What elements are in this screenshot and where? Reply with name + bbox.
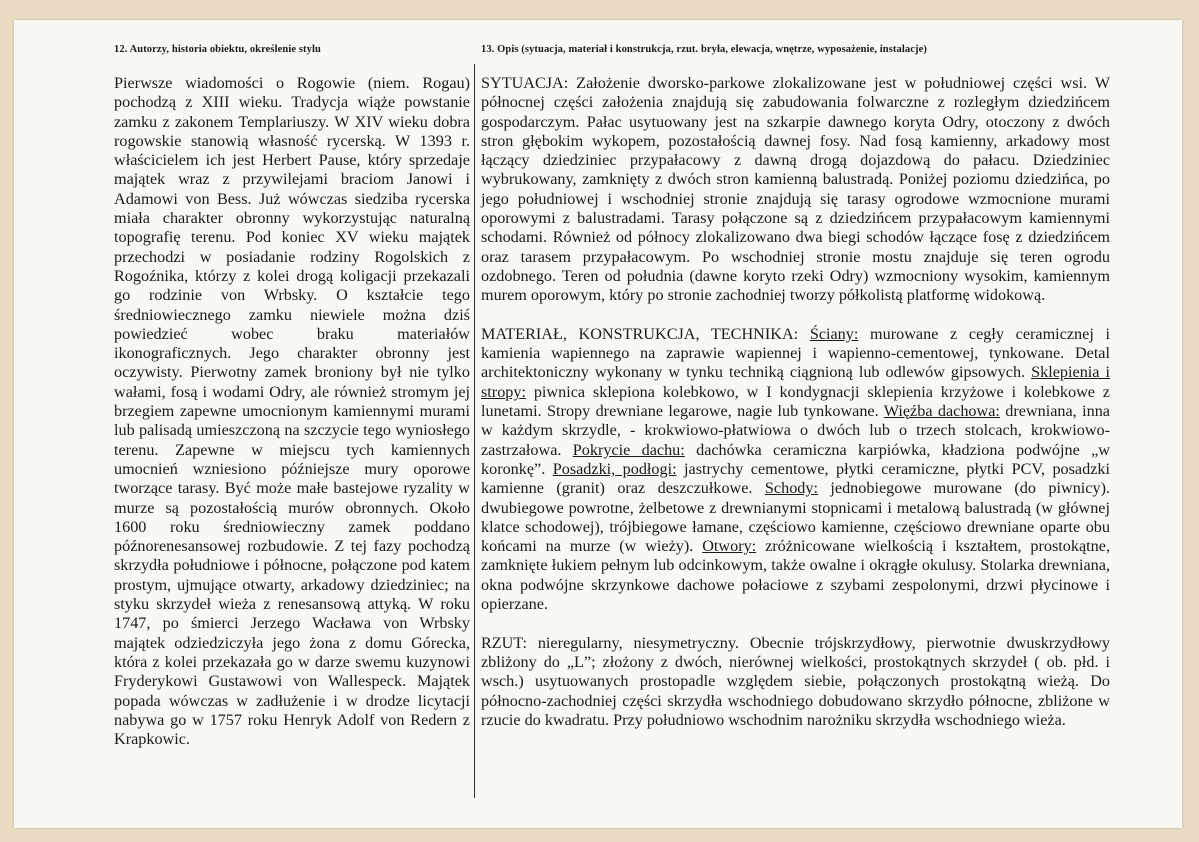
sciany-text: murowane z cegły ceramicznej i kamienia wapiennego na zaprawie wapiennej i wapienno-cementowej, tynkowane. Detal architektoniczny wykonany w tynku techniką ciągnioną lub odlewów gipsowych.	[481, 324, 1110, 382]
sytuacja-paragraph: SYTUACJA: Założenie dworsko-parkowe zlokalizowane jest w południowej części wsi. W północnej części założenia znajdują się zabudowania folwarczne z rozległym dziedzińcem gospodarczym. Pałac usytuowany jest na szkarpie dawnego koryta Odry, otoczony z dwóch stron głębokim wykopem, pozostałością dawnej fosy. Nad fosą kamienny, arkadowy most łączący dziedziniec przypałacowy z dawną drogą dojazdową do pałacu. Dziedziniec wybrukowany, zamknięty z dwóch stron kamienną balustradą. Poniżej poziomu dziedzińca, po jego południowej i wschodniej stronie znajdują się tarasy ogrodowe wzmocnione murami oporowymi z balustradami. Tarasy połączone są z dziedzińcem przypałacowym kamiennymi schodami. Również od północy zlokalizowano dwa biegi schodów łączące fosę z dziedzińcem oraz tarasem przypałacowym. Po wschodniej stronie mostu znajduje się teren ogrodu ozdobnego. Teren od południa (dawne koryto rzeki Odry) wzmocniony wysokim, kamiennym murem oporowym, który po stronie zachodniej tworzy półkolistą platformę widokową.	[481, 74, 1110, 305]
sciany-label: Ściany:	[809, 324, 859, 343]
material-intro: MATERIAŁ, KONSTRUKCJA, TECHNIKA:	[481, 324, 810, 343]
sklepienia-text: piwnica sklepiona kolebkowo, w I kondygnacji sklepienia krzyżowe i kolebkowe z lunetami. Stropy drewniane legarowe, nagie lub tynkowane.	[481, 382, 1110, 421]
description-column	[481, 74, 1110, 730]
rzut-paragraph: RZUT: nieregularny, niesymetryczny. Obecnie trójskrzydłowy, pierwotnie dwuskrzydłowy zbliżony do „L”; złożony z dwóch, nierównej wielkości, prostokątnych skrzydeł ( ob. płd. i wsch.) usytuowanych prostopadle względem siebie, połączonych prostokątną wieżą. Do północno-zachodniej części skrzydła wschodniego dobudowano skrzydło północne, zbliżone w rzucie do kwadratu. Przy południowo wschodnim narożniku skrzydła wschodniego wieża.	[481, 633, 1110, 729]
material-paragraph	[481, 325, 1110, 614]
history-text: Pierwsze wiadomości o Rogowie (niem. Rogau) pochodzą z XIII wieku. Tradycja wiąże powstanie zamku z zakonem Templariuszy. W XIV wieku dobra rogowskie stanowią własność rycerską. W 1393 r. właścicielem ich jest Herbert Pause, który sprzedaje majątek wraz z przywilejami braciom Janowi i Adamowi von Bess. Już wówczas siedziba rycerska miała charakter obronny wykorzystując naturalną topografię terenu. Pod koniec XV wieku majątek przechodzi w posiadanie rodziny Rogolskich z Rogoźnika, którzy z kolei drogą koligacji przekazali go rodzinie von Wrbsky. O kształcie tego średniowiecznego zamku niewiele można dziś powiedzieć wobec braku materiałów ikonograficznych. Jego charakter obronny jest oczywisty. Pierwotny zamek broniony był nie tylko wałami, fosą i wodami Odry, ale również stromym jej brzegiem zapewne umocnionym kamiennymi murami lub palisadą umieszczoną na szczycie tego wyniosłego terenu. Zapewne w miejscu tych kamiennych umocnień wzniesiono późniejsze mury oporowe tworzące tarasy. Być może małe bastejowe ryzality w murze są pozostałością murów obronnych. Około 1600 roku średniowieczny zamek poddano późnorenesansowej rozbudowie. Z tej fazy pochodzą skrzydła południowe i północne, połączone pod katem prostym, ujmujące otwarty, arkadowy dziedziniec; na styku skrzydeł wieża z renesansową attyką. W roku 1747, po śmierci Jerzego Wacława von Wrbsky majątek odziedziczyła jego żona z domu Górecka, która z kolei przekazała go w darze swemu kuzynowi Fryderykowi Gustawowi von Wallespeck. Majątek popada wówczas w zadłużenie i w drodze licytacji nabywa go w 1757 roku Henryk Adolf von Redern z Krapkowic.	[114, 74, 470, 749]
schody-text: jednobiegowe murowane (do piwnicy). dwubiegowe powrotne, żelbetowe z drewnianymi stopnicami i metalową balustradą (w głównej klatce schodowej), trójbiegowe łamane, częściowo kamienne, częściowo drewniane oparte obu końcami na murze (w wieży).	[481, 479, 1111, 556]
otwory-label: Otwory:	[702, 537, 757, 556]
posadzki-text: jastrychy cementowe, płytki ceramiczne, płytki PCV, posadzki kamienne (granit) oraz deszczułkowe.	[481, 459, 1110, 498]
pokrycie-text: dachówka ceramiczna karpiówka, kładziona podwójne „w koronkę”.	[481, 440, 1110, 478]
pokrycie-label: Pokrycie dachu:	[572, 440, 685, 459]
posadzki-label: Posadzki, podłogi:	[552, 459, 677, 478]
section-12-heading: 12. Autorzy, historia obiektu, określenie stylu	[114, 44, 321, 55]
otwory-text: zróżnicowane wielkością i kształtem, prostokątne, zamknięte łukiem pełnym lub odcinkowym, także owalne i okrągłe okulusy. Stolarka drewniana, okna podwójne skrzynkowe dachowe połaciowe z szybami zespolonymi, drzwi płycinowe i opierzane.	[481, 537, 1110, 614]
column-divider	[474, 64, 475, 798]
history-column	[114, 74, 470, 749]
schody-label: Schody:	[764, 479, 818, 498]
section-13-heading: 13. Opis (sytuacja, materiał i konstrukcja, rzut. bryła, elewacja, wnętrze, wyposażenie, instalacje)	[481, 44, 927, 55]
sklepienia-label: Sklepienia i stropy:	[481, 363, 1111, 401]
wiezba-text: drewniana, inna w każdym skrzydle, - krokwiowo-płatwiowa o dwóch lub o trzech stolcach, krokwiowo-zastrzałowa.	[481, 402, 1110, 459]
wiezba-label: Więźba dachowa:	[883, 402, 1000, 421]
